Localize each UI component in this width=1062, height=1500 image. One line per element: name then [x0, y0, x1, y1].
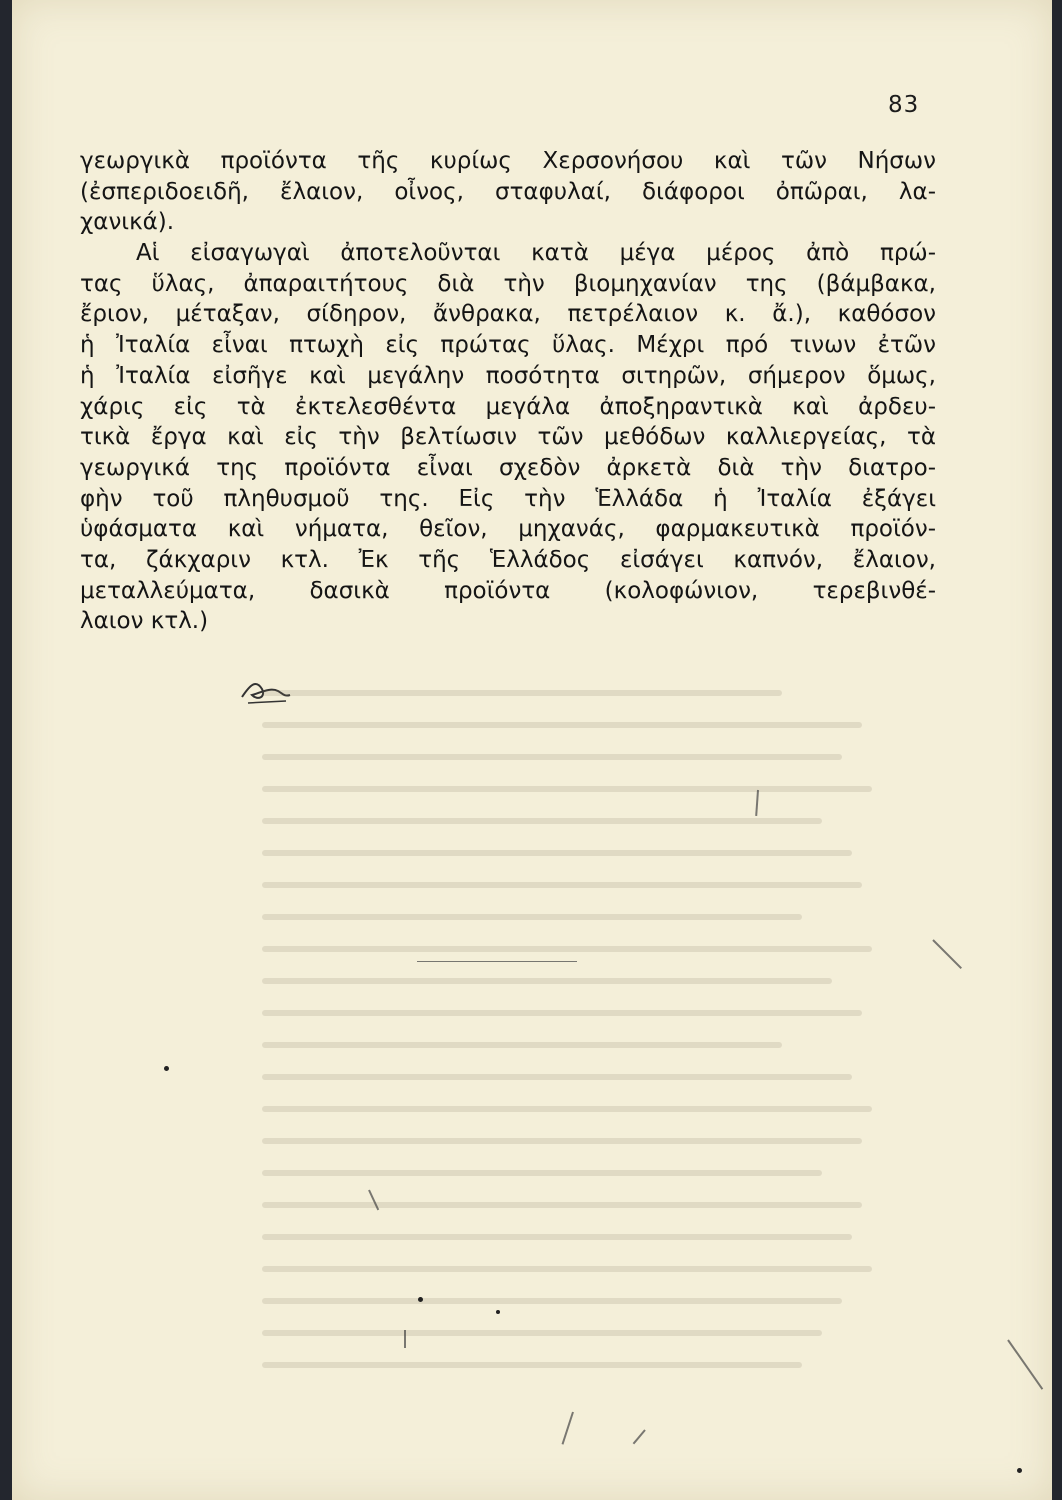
pencil-stroke [404, 1330, 406, 1348]
pencil-stroke [755, 790, 759, 816]
text-line-11: γεωργικά της προϊόντα εἶναι σχεδὸν ἀρκετὰ διὰ τὴν διατρο- [80, 454, 936, 481]
text-line-15: μεταλλεύματα, δασικὰ προϊόντα (κολοφώνιον, τερεβινθέ- [80, 577, 936, 604]
ink-speck [1017, 1468, 1022, 1473]
text-line-2: (ἐσπεριδοειδῆ, ἔλαιον, οἶνος, σταφυλαί, διάφοροι ὀπῶραι, λα- [80, 178, 936, 205]
body-text [80, 146, 936, 637]
text-line-9: χάρις εἰς τὰ ἐκτελεσθέντα μεγάλα ἀποξηραντικὰ καὶ ἀρδευ- [80, 393, 936, 420]
section-divider [417, 961, 577, 962]
text-line-1: γεωργικὰ προϊόντα τῆς κυρίως Χερσονήσου καὶ τῶν Νήσων [80, 148, 936, 174]
ink-speck [496, 1310, 500, 1314]
pencil-stroke [368, 1190, 379, 1211]
text-line-3: χανικά). [80, 209, 175, 236]
text-line-7: ἡ Ἰταλία εἶναι πτωχὴ εἰς πρώτας ὕλας. Μέχρι πρό τινων ἐτῶν [80, 332, 936, 359]
book-page [12, 0, 1052, 1500]
ink-speck [418, 1297, 423, 1302]
signature-mark [238, 667, 294, 707]
text-line-6: ἔριον, μέταξαν, σίδηρον, ἄνθρακα, πετρέλαιον κ. ἄ.), καθόσον [80, 301, 936, 328]
pencil-stroke [633, 1429, 646, 1444]
text-line-16: λαιον κτλ.) [80, 608, 209, 635]
page-number: 83 [888, 92, 920, 118]
pencil-stroke [562, 1412, 574, 1445]
text-line-8: ἡ Ἰταλία εἰσῆγε καὶ μεγάλην ποσότητα σιτηρῶν, σήμερον ὅμως, [80, 362, 936, 389]
ink-speck [164, 1066, 169, 1071]
text-line-14: τα, ζάκχαριν κτλ. Ἐκ τῆς Ἑλλάδος εἰσάγει καπνόν, ἔλαιον, [80, 546, 936, 573]
text-line-12: φὴν τοῦ πληθυσμοῦ της. Εἰς τὴν Ἑλλάδα ἡ Ἰταλία ἐξάγει [80, 485, 936, 512]
text-line-5: τας ὕλας, ἀπαραιτήτους διὰ τὴν βιομηχανίαν της (βάμβακα, [80, 270, 936, 297]
pencil-stroke [932, 939, 962, 969]
text-line-4: Αἱ εἰσαγωγαὶ ἀποτελοῦνται κατὰ μέγα μέρος ἀπὸ πρώ- [136, 240, 936, 267]
text-line-10: τικὰ ἔργα καὶ εἰς τὴν βελτίωσιν τῶν μεθόδων καλλιεργείας, τὰ [80, 424, 936, 451]
text-line-13: ὑφάσματα καὶ νήματα, θεῖον, μηχανάς, φαρμακευτικὰ προϊόν- [80, 516, 936, 543]
pencil-stroke [1007, 1339, 1043, 1389]
bleed-through-text [262, 670, 902, 1410]
